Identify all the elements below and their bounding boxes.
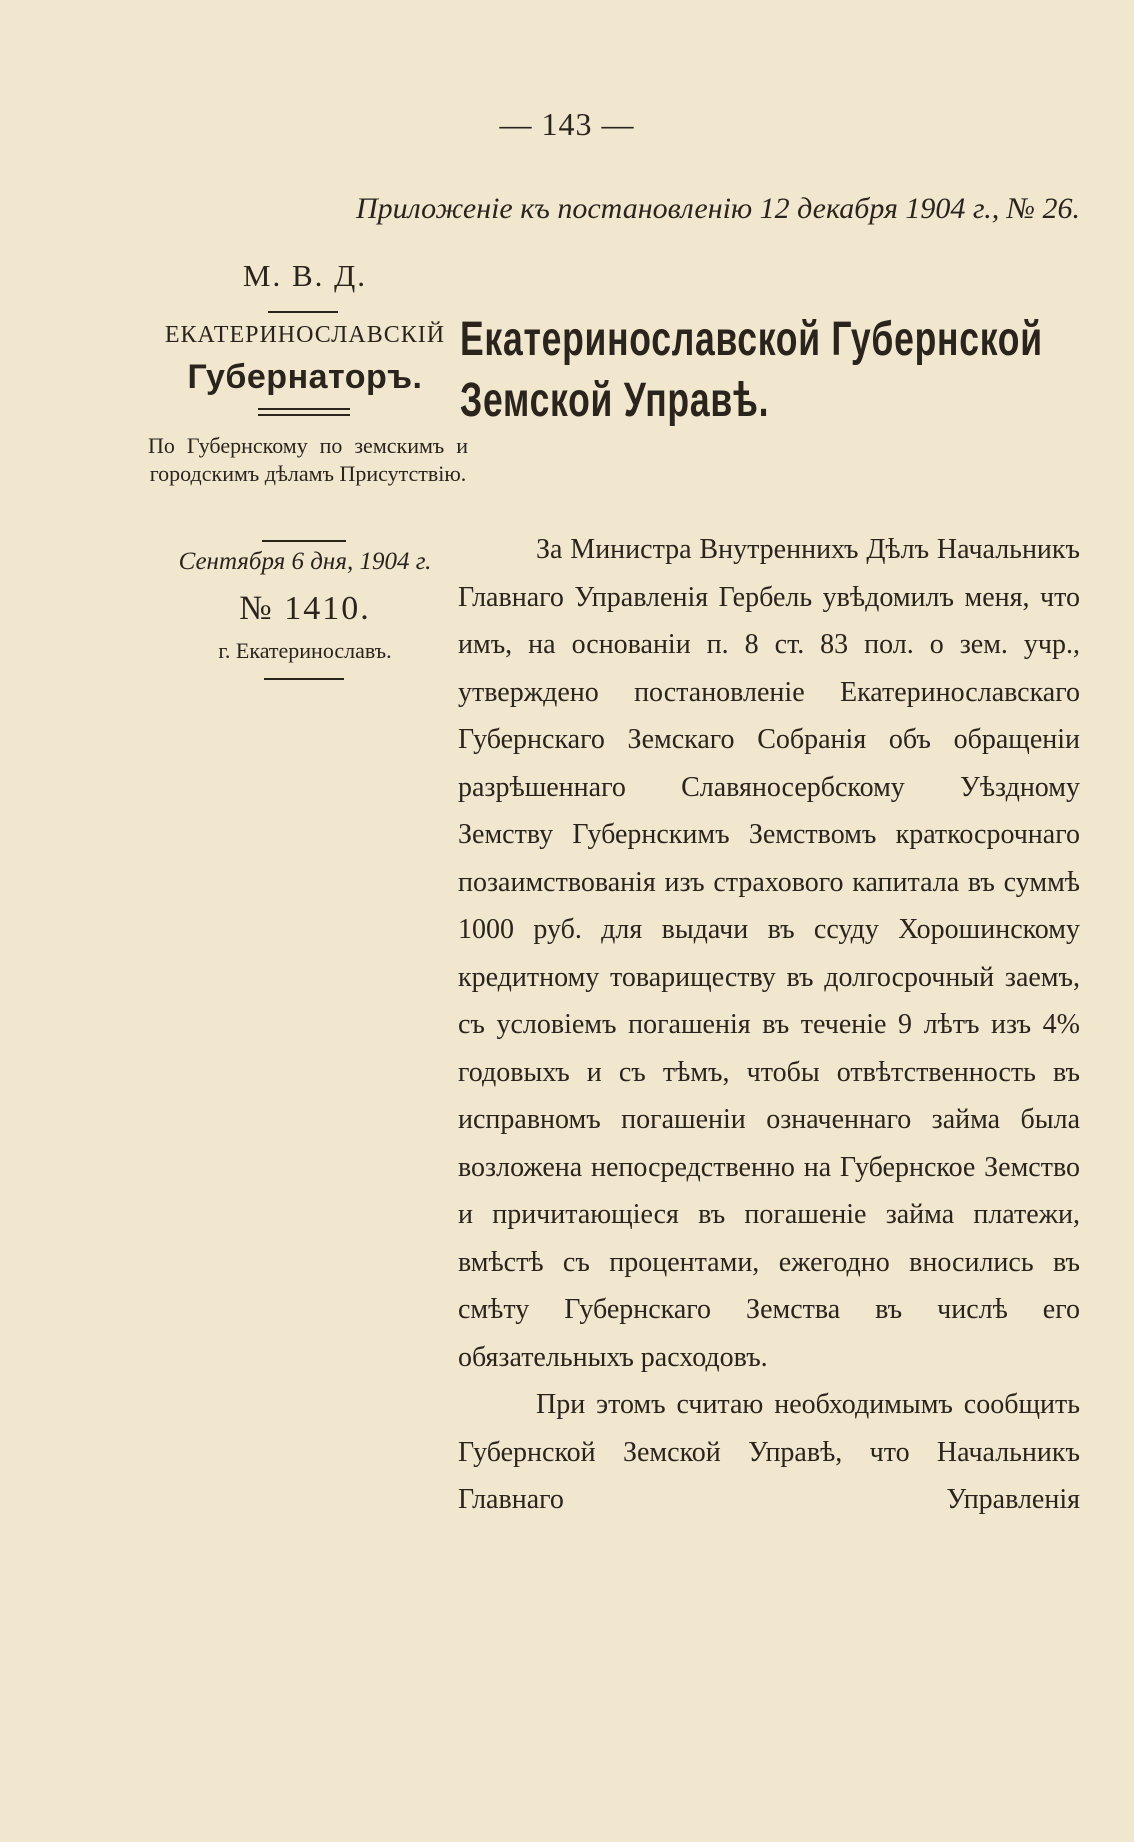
letter-number: № 1410. xyxy=(239,590,371,627)
letter-date: Сентября 6 дня, 1904 г. xyxy=(178,548,432,575)
divider xyxy=(268,311,338,313)
letter-city: г. Екатеринославъ. xyxy=(218,638,392,663)
body-paragraph: При этомъ считаю необходимымъ сообщить Губернской Земской Управѣ, что Начальникъ Главнаго Управленiя xyxy=(458,1389,1080,1515)
addressee-line1: Екатеринославской Губернской xyxy=(460,313,1043,366)
body-paragraph: За Министра Внутреннихъ Дѣлъ Начальникъ Главнаго Управленiя Гербель увѣдомилъ меня, что имъ, на основанiи п. 8 ст. 83 пол. о зем. учр., утверждено постановленiе Екатеринославскаго Губернскаго Земскаго Собранiя объ обращенiи разрѣшеннаго Славяносербскому Уѣздному Земству Губернскимъ Земствомъ краткосрочнаго позаимствованiя изъ страхового капитала въ суммѣ 1000 руб. для выдачи въ ссуду Хорошинскому кредитному товариществу въ долгосрочный заемъ, съ условiемъ погашенiя въ теченiе 9 лѣтъ изъ 4% годовыхъ и съ тѣмъ, чтобы отвѣтственность въ исправномъ погашенiи означеннаго займа была возложена непосредственно на Губернское Земство и причитающiеся въ погашенiе займа платежи, вмѣстѣ съ процентами, ежегодно вносились въ смѣту Губернскаго Земства въ числѣ его обязательныхъ расходовъ. xyxy=(458,534,1080,1373)
divider xyxy=(264,678,344,680)
governor-title-line2: Губернаторъ. xyxy=(187,358,423,396)
page-number: — 143 — xyxy=(499,106,635,142)
divider xyxy=(262,540,346,542)
divider xyxy=(258,408,350,410)
ministry-label: М. В. Д. xyxy=(242,258,368,293)
appendix-line: Приложенiе къ постановленiю 12 декабря 1904 г., № 26. xyxy=(356,192,1080,225)
presence-label: По Губернскому по земскимъ и городскимъ дѣламъ Присутствiю. xyxy=(148,433,468,486)
addressee-line2: Земской Управѣ. xyxy=(460,374,770,427)
letter-body xyxy=(458,526,1080,1524)
governor-title-line1: ЕКАТЕРИНОСЛАВСКIЙ xyxy=(164,322,446,348)
divider xyxy=(258,414,350,416)
